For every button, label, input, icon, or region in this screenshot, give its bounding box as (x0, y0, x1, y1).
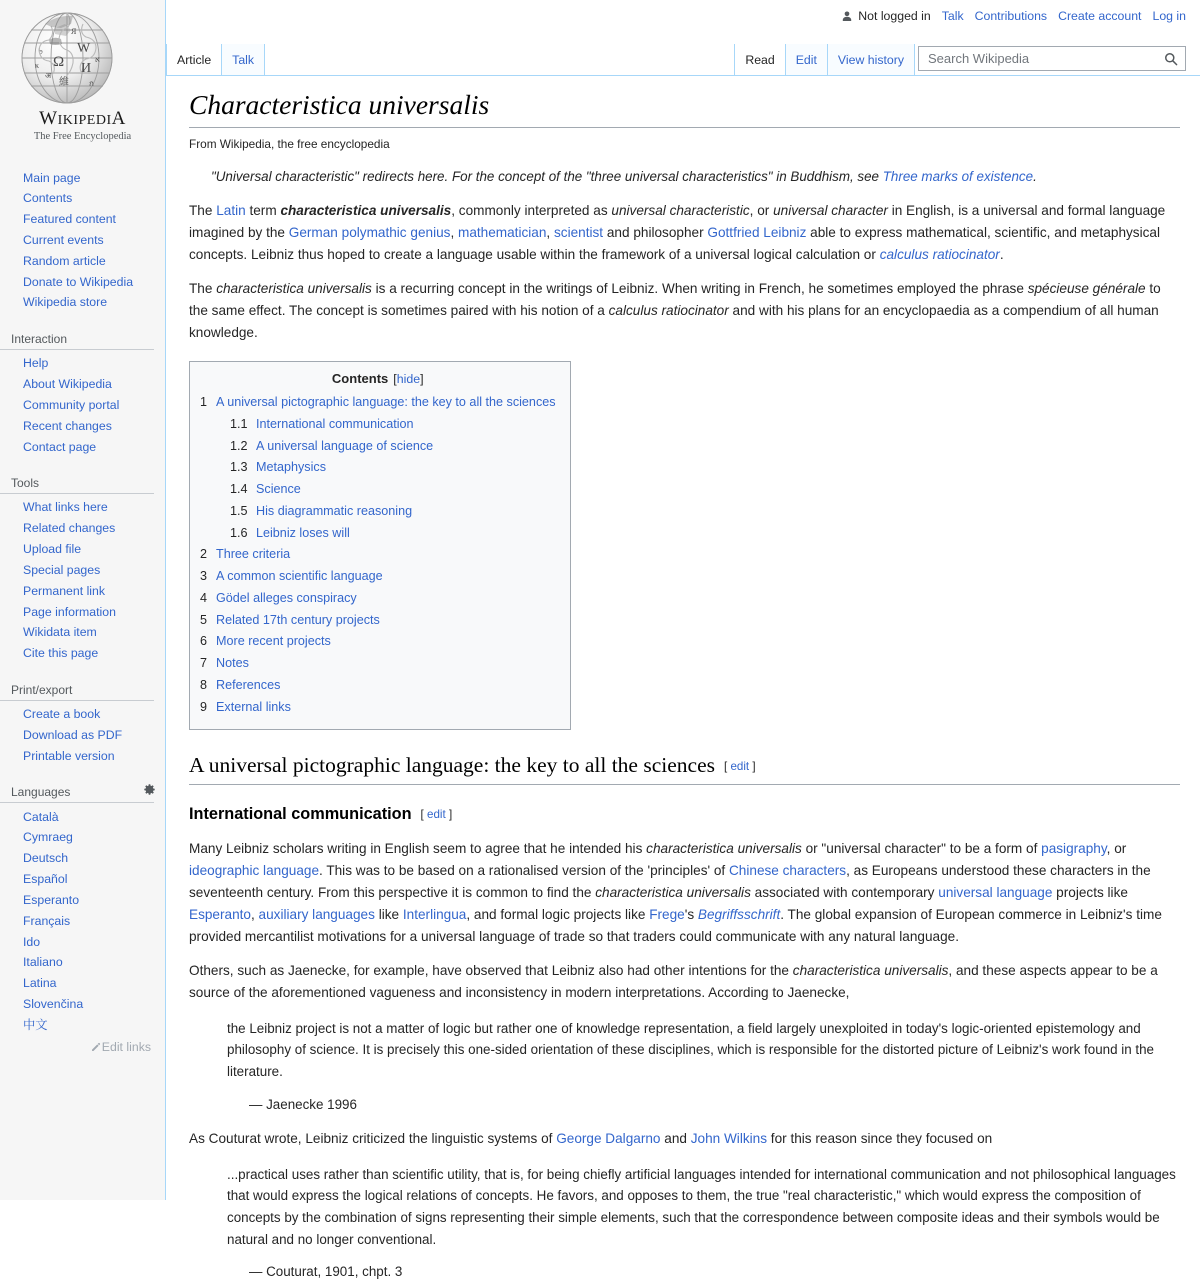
wikipedia-logo[interactable] (0, 0, 165, 160)
pencil-icon (90, 1042, 101, 1053)
language-item-ido[interactable]: Ido (0, 932, 165, 953)
sidebar-item-printable-version[interactable]: Printable version (0, 746, 165, 767)
sidebar-item-wikidata-item[interactable]: Wikidata item (0, 623, 165, 644)
toc-entry-number: 9 (200, 698, 211, 716)
edit-links-label: Edit links (102, 1040, 151, 1054)
language-item-zhongwen[interactable]: 中文 (0, 1015, 165, 1036)
svg-text:ל: ל (38, 48, 43, 57)
sidebar-item-what-links-here[interactable]: What links here (0, 498, 165, 519)
sidebar-item-related-changes[interactable]: Related changes (0, 519, 165, 540)
tab-read-label: Read (745, 54, 774, 66)
blockquote-couturat-text: ...practical uses rather than scientific utility, that is, for being chiefly artificial languages intended for international communication and not philosophical languages that would express the logical relations of concepts. He favors, and opposes to them, the true "real characteristic," which would express the composition of concepts by the combination of signs representing their simple elements, such that the correspondence between composite ideas and their symbols would be natural and no longer conventional. (227, 1167, 1176, 1247)
inline-text: in English, is a universal and formal language imagined by the (189, 203, 1165, 240)
search-form (918, 46, 1186, 71)
toc-title (200, 371, 556, 386)
inline-text: and (660, 1131, 690, 1146)
language-item-deutsch[interactable]: Deutsch (0, 849, 165, 870)
inline-text: As Couturat wrote, Leibniz criticized the linguistic systems of (189, 1131, 556, 1146)
inline-link[interactable]: universal language (938, 885, 1052, 900)
body-paragraph-2 (189, 960, 1180, 1004)
toc-entry[interactable] (230, 524, 556, 542)
inline-text: 's (685, 907, 698, 922)
hatnote-text-post: . (1033, 169, 1037, 184)
toc-entry-number: 5 (200, 611, 211, 629)
view-tabs (734, 44, 914, 76)
toc-entry[interactable] (230, 437, 556, 455)
namespace-tabs (166, 44, 264, 76)
svg-text:अ: अ (45, 71, 52, 80)
inline-text: and philosopher (603, 225, 707, 240)
language-item-italiano[interactable]: Italiano (0, 953, 165, 974)
tab-talk[interactable] (221, 44, 265, 76)
inline-text: The (189, 203, 216, 218)
toc-entry-number: 1.6 (230, 524, 251, 542)
toc-entry-number: 1.2 (230, 437, 251, 455)
sidebar-portal-languages (0, 781, 165, 1054)
tab-view-history[interactable] (827, 44, 915, 76)
inline-text: Many Leibniz scholars writing in English seem to agree that he intended his (189, 841, 646, 856)
sidebar-item-community-portal[interactable]: Community portal (0, 395, 165, 416)
sidebar-portal-navigation (0, 160, 165, 314)
toc-entry[interactable] (230, 480, 556, 498)
subsection-heading-1 (189, 804, 1180, 825)
inline-link[interactable]: George Dalgarno (556, 1131, 660, 1146)
language-item-francais[interactable]: Français (0, 911, 165, 932)
toc-entry[interactable] (200, 698, 556, 716)
toc-entry-number: 6 (200, 632, 211, 650)
toc-entry-number: 3 (200, 567, 211, 585)
site-subtitle: From Wikipedia, the free encyclopedia (189, 137, 1180, 151)
inline-link[interactable]: German polymathic genius (289, 225, 451, 240)
tab-talk-label: Talk (232, 54, 254, 66)
inline-italic: universal characteristic (611, 203, 749, 218)
toc-entry-label[interactable]: Related 17th century projects (216, 613, 380, 627)
inline-text: and with his plans for an encyclopaedia as a compendium of all human knowledge. (189, 303, 1159, 340)
inline-text: . (1000, 247, 1004, 262)
inline-text: for this reason since they focused on (767, 1131, 992, 1146)
sidebar-heading-tools: Tools (0, 472, 154, 494)
sidebar-item-recent-changes[interactable]: Recent changes (0, 416, 165, 437)
tab-edit-label: Edit (796, 54, 817, 66)
toc-entry-label[interactable]: Notes (216, 656, 249, 670)
blockquote-jaenecke (227, 1018, 1180, 1116)
toc-entry[interactable] (200, 676, 556, 694)
sidebar-item-contact-page[interactable]: Contact page (0, 437, 165, 458)
inline-text: The (189, 281, 216, 296)
sidebar-item-cite-this-page[interactable]: Cite this page (0, 644, 165, 665)
inline-link[interactable]: calculus ratiocinator (880, 247, 1000, 262)
lead-paragraph-2 (189, 278, 1180, 344)
sidebar-item-featured-content[interactable]: Featured content (0, 210, 165, 231)
wikipedia-wordmark: WIKIPEDIA (15, 109, 150, 129)
inline-italic: calculus ratiocinator (609, 303, 729, 318)
toc-entry-label[interactable]: Gödel alleges conspiracy (216, 591, 357, 605)
sidebar-item-current-events[interactable]: Current events (0, 230, 165, 251)
inline-link[interactable]: mathematician (458, 225, 546, 240)
edit-bracket-close-2: ] (449, 808, 452, 821)
section-heading-1 (189, 752, 1180, 785)
inline-text: . The global expansion of European commerce in Leibniz's time provided mercantilist motivations for a universal language of trade so that traders could communicate with any natural language. (189, 907, 1162, 944)
inline-text: like (375, 907, 403, 922)
hatnote-link-three-marks-of-existence[interactable]: Three marks of existence (883, 169, 1033, 184)
sidebar-heading-interaction: Interaction (0, 328, 154, 350)
sidebar-item-wikipedia-store[interactable]: Wikipedia store (0, 293, 165, 314)
subsection-heading-1-label: International communication (189, 805, 412, 823)
toc-entry-label[interactable]: External links (216, 700, 291, 714)
toc-entry-label[interactable]: His diagrammatic reasoning (256, 504, 412, 518)
inline-link[interactable]: Gottfried Leibniz (707, 225, 806, 240)
svg-text:И: И (81, 61, 91, 76)
svg-text:א: א (95, 55, 100, 64)
tabs-divider (166, 75, 1200, 76)
blockquote-couturat-attribution: — Couturat, 1901, chpt. 3 (249, 1261, 1180, 1283)
inline-text: , (450, 225, 458, 240)
hatnote (211, 167, 1180, 188)
body-paragraph-1 (189, 838, 1180, 948)
inline-text: able to express mathematical, scientific, and metaphysical concepts. Leibniz thus hoped to create a language usable within the framework of a universal logical calculation or (189, 225, 1160, 262)
inline-text: Others, such as Jaenecke, for example, have observed that Leibniz also had other intentions for the (189, 963, 793, 978)
toc-entry-number: 2 (200, 545, 211, 563)
inline-text: , as Europeans understood these characters in the seventeenth century. From this perspective it is common to find the (189, 863, 1151, 900)
toc-entry-number: 8 (200, 676, 211, 694)
toc-entry[interactable] (200, 654, 556, 672)
wikipedia-tagline: The Free Encyclopedia (15, 131, 150, 142)
tab-read[interactable] (734, 44, 785, 76)
sidebar-item-donate[interactable]: Donate to Wikipedia (0, 272, 165, 293)
inline-bold-italic: characteristica universalis (280, 203, 451, 218)
sidebar-heading-languages-label: Languages (11, 785, 70, 799)
inline-italic: characteristica universalis (646, 841, 802, 856)
inline-text: or "universal character" to be a form of (802, 841, 1041, 856)
sidebar-portal-print-export (0, 679, 165, 767)
inline-text: , and these aspects appear to be a source of the aforementioned vagueness and inconsistency in modern interpretations. According to Jaenecke, (189, 963, 1158, 1000)
search-input[interactable] (926, 48, 1161, 69)
svg-text:W: W (77, 41, 91, 56)
blockquote-jaenecke-text: the Leibniz project is not a matter of logic but rather one of knowledge representation, a field largely unexploited in today's logic-oriented epistemology and philosophy of science. It is precisely this one-sided orientation of these disciplines, which is responsible for the distorted picture of Leibniz's work found in the literature. (227, 1021, 1154, 1079)
page-title: Characteristica universalis (189, 88, 1180, 128)
content-area (166, 0, 1200, 1200)
inline-link[interactable]: pasigraphy (1041, 841, 1107, 856)
toc-entry[interactable] (230, 502, 556, 520)
edit-section-link-1[interactable] (724, 760, 756, 773)
tab-article-label: Article (177, 54, 211, 66)
inline-link[interactable]: John Wilkins (691, 1131, 767, 1146)
sidebar-item-main-page[interactable]: Main page (0, 168, 165, 189)
toc-entry[interactable] (200, 611, 556, 629)
wikipedia-globe-icon (15, 10, 150, 106)
inline-text: term (246, 203, 281, 218)
sidebar-item-upload-file[interactable]: Upload file (0, 540, 165, 561)
sidebar-item-about-wikipedia[interactable]: About Wikipedia (0, 375, 165, 396)
sidebar (0, 0, 166, 1200)
toc-entry-label[interactable]: Leibniz loses will (256, 526, 350, 540)
inline-text: is a recurring concept in the writings of Leibniz. When writing in French, he sometimes employed the phrase (372, 281, 1028, 296)
language-item-catala[interactable]: Català (0, 807, 165, 828)
inline-link[interactable]: auxiliary languages (259, 907, 375, 922)
language-item-slovencina[interactable]: Slovenčina (0, 995, 165, 1016)
toc-entry-number: 1.1 (230, 415, 251, 433)
user-icon (841, 10, 853, 23)
language-item-latina[interactable]: Latina (0, 974, 165, 995)
toc-entry-number: 4 (200, 589, 211, 607)
toc-entry[interactable] (200, 567, 556, 585)
svg-text:ก: ก (89, 79, 94, 88)
toc-entry[interactable] (200, 589, 556, 607)
inline-link[interactable]: Latin (216, 203, 245, 218)
personal-link-contributions[interactable]: Contributions (975, 9, 1047, 23)
toc-entry-label[interactable]: Three criteria (216, 547, 290, 561)
toc-entry-label[interactable]: More recent projects (216, 634, 331, 648)
article-body (189, 88, 1180, 1283)
tab-view-history-label: View history (838, 54, 904, 66)
inline-text: , commonly interpreted as (451, 203, 611, 218)
svg-text:Ω: Ω (53, 54, 64, 70)
toc-toggle-label[interactable]: hide (397, 372, 420, 386)
toc-entry[interactable] (200, 545, 556, 563)
search-box[interactable] (918, 46, 1186, 71)
tab-article[interactable] (166, 44, 222, 76)
inline-link[interactable]: ideographic language (189, 863, 319, 878)
personal-link-create-account[interactable]: Create account (1058, 9, 1141, 23)
inline-link[interactable]: Begriffsschrift (698, 907, 780, 922)
inline-italic: spécieuse générale (1028, 281, 1146, 296)
not-logged-in-status (841, 9, 930, 23)
toc-toggle-open: [ (393, 372, 396, 386)
svg-text:κ: κ (35, 61, 39, 70)
sidebar-item-download-as-pdf[interactable]: Download as PDF (0, 725, 165, 746)
toc-entry-label[interactable]: A universal pictographic language: the key to all the sciences (216, 395, 556, 409)
sidebar-item-random-article[interactable]: Random article (0, 251, 165, 272)
inline-text: , or (1107, 841, 1127, 856)
sidebar-heading-print-export: Print/export (0, 679, 154, 701)
toc-toggle-close: ] (420, 372, 423, 386)
sidebar-portal-interaction (0, 328, 165, 458)
not-logged-in-label: Not logged in (858, 9, 930, 23)
inline-text: , (546, 225, 554, 240)
inline-italic: characteristica universalis (793, 963, 949, 978)
sidebar-item-special-pages[interactable]: Special pages (0, 560, 165, 581)
language-item-cymraeg[interactable]: Cymraeg (0, 828, 165, 849)
personal-link-talk[interactable]: Talk (942, 9, 964, 23)
search-icon[interactable] (1161, 49, 1181, 69)
svg-text:維: 維 (59, 75, 69, 88)
toc-entry-number: 1.4 (230, 480, 251, 498)
toc-entry-label[interactable]: References (216, 678, 280, 692)
toc-entry-label[interactable]: International communication (256, 417, 414, 431)
inline-link[interactable]: Esperanto (189, 907, 251, 922)
toc-entry-number: 1 (200, 393, 211, 411)
inline-text: , (251, 907, 259, 922)
toc-entry[interactable] (230, 415, 556, 433)
edit-links-button[interactable] (0, 1036, 165, 1054)
sidebar-item-permanent-link[interactable]: Permanent link (0, 581, 165, 602)
edit-link-label[interactable]: edit (730, 760, 749, 773)
toc-entry-label[interactable]: A universal language of science (256, 439, 433, 453)
toc-entry-label[interactable]: Metaphysics (256, 460, 326, 474)
toc-entry[interactable] (230, 458, 556, 476)
edit-link-label-2[interactable]: edit (427, 808, 446, 821)
sidebar-item-page-information[interactable]: Page information (0, 602, 165, 623)
toc-title-label: Contents (332, 371, 388, 386)
sidebar-item-help[interactable]: Help (0, 354, 165, 375)
lead-paragraph-1 (189, 200, 1180, 266)
inline-link[interactable]: scientist (554, 225, 603, 240)
body-paragraph-3 (189, 1128, 1180, 1150)
section-heading-1-label: A universal pictographic language: the key to all the sciences (189, 753, 715, 777)
edit-bracket-close: ] (752, 760, 755, 773)
table-of-contents (189, 361, 571, 730)
sidebar-portal-tools (0, 472, 165, 665)
edit-bracket-open-2: [ (421, 808, 424, 821)
svg-text:Я: Я (71, 27, 77, 36)
toc-entry[interactable] (200, 632, 556, 650)
blockquote-jaenecke-attribution: — Jaenecke 1996 (249, 1094, 1180, 1116)
blockquote-couturat (227, 1164, 1180, 1283)
inline-text: associated with contemporary (751, 885, 938, 900)
personal-tools (841, 9, 1186, 23)
toc-entry-label[interactable]: Science (256, 482, 301, 496)
tab-edit[interactable] (785, 44, 828, 76)
toc-entry-number: 1.3 (230, 458, 251, 476)
personal-link-log-in[interactable]: Log in (1152, 9, 1186, 23)
inline-link[interactable]: Frege (649, 907, 685, 922)
toc-entry-number: 7 (200, 654, 211, 672)
inline-link[interactable]: Chinese characters (729, 863, 846, 878)
inline-text: projects like (1052, 885, 1128, 900)
inline-text: , or (750, 203, 773, 218)
language-item-esperanto[interactable]: Esperanto (0, 890, 165, 911)
edit-section-link-2[interactable] (421, 808, 453, 821)
inline-italic: characteristica universalis (595, 885, 751, 900)
sidebar-item-contents[interactable]: Contents (0, 189, 165, 210)
gear-icon[interactable] (143, 783, 156, 796)
toc-toggle[interactable] (393, 372, 423, 386)
toc-list (200, 393, 556, 716)
language-item-espanol[interactable]: Español (0, 870, 165, 891)
inline-link[interactable]: Interlingua (403, 907, 466, 922)
toc-sublist (200, 415, 556, 542)
inline-italic: universal character (773, 203, 888, 218)
inline-text: , and formal logic projects like (466, 907, 649, 922)
sidebar-item-create-a-book[interactable]: Create a book (0, 705, 165, 726)
inline-italic: characteristica universalis (216, 281, 372, 296)
sidebar-heading-languages (0, 781, 154, 803)
toc-entry-label[interactable]: A common scientific language (216, 569, 383, 583)
edit-bracket-open: [ (724, 760, 727, 773)
toc-entry-number: 1.5 (230, 502, 251, 520)
inline-text: to the same effect. The concept is sometimes paired with his notion of a (189, 281, 1161, 318)
inline-text: . This was to be based on a rationalised version of the 'principles' of (319, 863, 729, 878)
toc-entry[interactable] (200, 393, 556, 542)
hatnote-text-pre: "Universal characteristic" redirects here. For the concept of the "three universal characteristics" in Buddhism, see (211, 169, 883, 184)
